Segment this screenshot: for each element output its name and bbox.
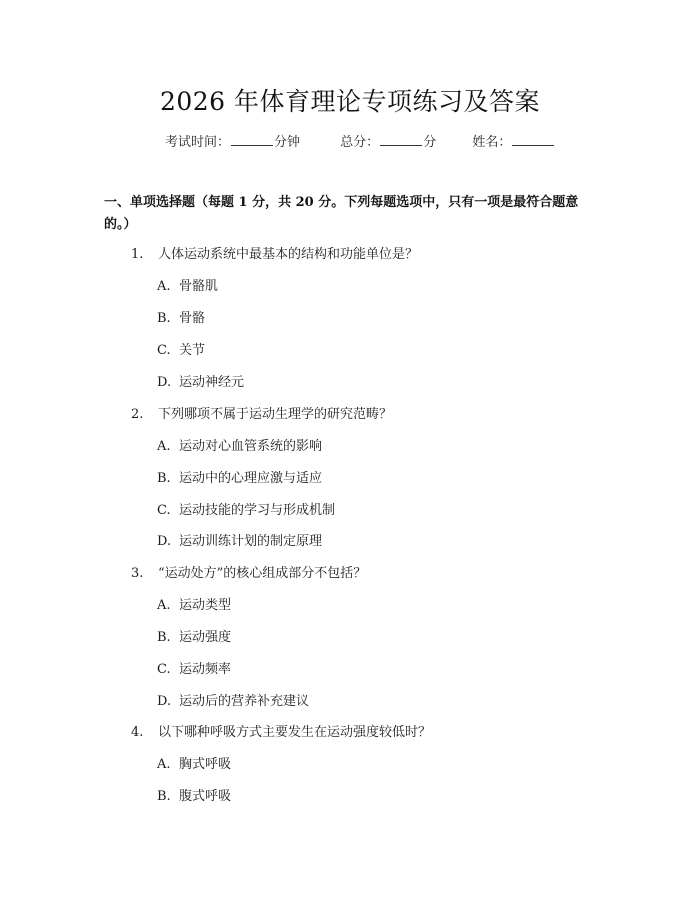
time-unit: 分钟: [274, 135, 301, 150]
time-blank: [231, 135, 273, 146]
option-text: 运动后的营养补充建议: [179, 694, 310, 709]
section-heading: 一、单项选择题（每题 1 分，共 20 分。下列每题选项中，只有一项是最符合题意的。）: [104, 195, 579, 232]
exam-meta: [165, 131, 555, 150]
option-letter: B.: [157, 311, 171, 326]
question-text: 人体运动系统中最基本的结构和功能单位是？: [158, 247, 419, 262]
option-text: 胸式呼吸: [179, 757, 232, 772]
option-1d: [157, 371, 244, 390]
option-4b: [157, 785, 231, 804]
question-number: 4.: [131, 725, 144, 740]
name-label: 姓名：: [472, 135, 512, 150]
score-label: 总分：: [340, 135, 380, 150]
question-number: 1.: [131, 247, 144, 262]
option-3a: [157, 594, 231, 613]
option-2a: [157, 435, 322, 454]
question-2: [131, 403, 392, 422]
question-text: 下列哪项不属于运动生理学的研究范畴？: [158, 407, 393, 422]
question-text: “运动处方”的核心组成部分不包括？: [158, 566, 367, 581]
document-title: 2026 年体育理论专项练习及答案: [159, 87, 541, 116]
option-3d: [157, 690, 309, 709]
option-letter: A.: [157, 757, 171, 772]
option-letter: D.: [157, 534, 172, 549]
option-letter: A.: [157, 598, 171, 613]
option-text: 运动技能的学习与形成机制: [179, 503, 336, 518]
option-text: 关节: [179, 343, 206, 358]
option-letter: D.: [157, 694, 172, 709]
option-letter: C.: [157, 662, 171, 677]
question-4: [131, 721, 431, 740]
question-3: [131, 562, 366, 581]
option-text: 运动神经元: [179, 375, 245, 390]
question-text: 以下哪种呼吸方式主要发生在运动强度较低时？: [158, 725, 432, 740]
option-text: 运动训练计划的制定原理: [179, 534, 323, 549]
score-unit: 分: [423, 135, 437, 150]
time-label: 考试时间：: [165, 135, 231, 150]
option-4a: [157, 753, 231, 772]
name-blank: [512, 135, 554, 146]
option-text: 运动频率: [179, 662, 232, 677]
option-letter: B.: [157, 789, 171, 804]
option-1b: [157, 307, 205, 326]
question-number: 3.: [131, 566, 144, 581]
option-1c: [157, 339, 205, 358]
option-text: 运动中的心理应激与适应: [179, 471, 323, 486]
option-3c: [157, 658, 231, 677]
option-letter: B.: [157, 630, 171, 645]
option-2c: [157, 499, 335, 518]
option-2b: [157, 467, 322, 486]
option-letter: A.: [157, 439, 171, 454]
option-letter: C.: [157, 503, 171, 518]
option-1a: [157, 275, 218, 294]
option-3b: [157, 626, 231, 645]
score-blank: [380, 135, 422, 146]
option-text: 运动类型: [179, 598, 232, 613]
option-letter: D.: [157, 375, 172, 390]
option-text: 运动对心血管系统的影响: [179, 439, 323, 454]
option-letter: A.: [157, 279, 171, 294]
option-text: 骨骼肌: [179, 279, 219, 294]
option-text: 腹式呼吸: [179, 789, 232, 804]
question-1: [131, 243, 418, 262]
question-number: 2.: [131, 407, 144, 422]
option-text: 骨骼: [179, 311, 206, 326]
option-letter: B.: [157, 471, 171, 486]
option-2d: [157, 530, 322, 549]
option-text: 运动强度: [179, 630, 232, 645]
option-letter: C.: [157, 343, 171, 358]
